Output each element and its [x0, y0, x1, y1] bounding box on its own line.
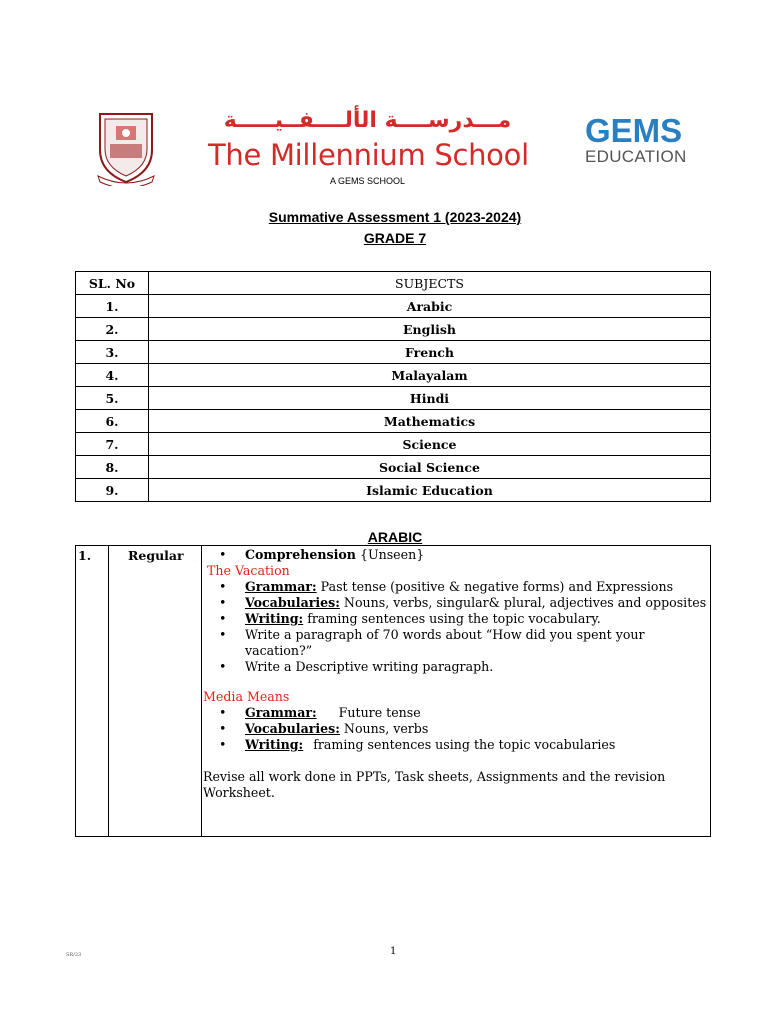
list-item: [245, 611, 707, 627]
grammar-text: Past tense (positive & negative forms) and Expressions: [316, 579, 674, 594]
grammar-text: Future tense: [338, 705, 421, 720]
row-subject: Mathematics: [149, 410, 711, 433]
comprehension-list: [203, 547, 707, 563]
subjects-table: [75, 271, 711, 502]
paragraph-task: Write a paragraph of 70 words about “How did you spent your vacation?”: [245, 627, 645, 658]
row-number: 1.: [76, 295, 149, 318]
row-number: 4.: [76, 364, 149, 387]
media-means-list: [203, 705, 707, 753]
school-name: The Millennium School: [208, 138, 529, 172]
arabic-syllabus-content: [203, 547, 707, 801]
writing-label: Writing:: [245, 737, 304, 752]
unit-title-media-means: Media Means: [203, 689, 290, 704]
list-item: [245, 627, 707, 659]
list-item: [245, 737, 707, 753]
table-header-row: [76, 272, 711, 295]
list-item: [245, 705, 707, 721]
row-subject: Science: [149, 433, 711, 456]
table-row: [76, 433, 711, 456]
list-item: [245, 579, 707, 595]
column-divider: [108, 545, 109, 837]
revision-note: Revise all work done in PPTs, Task sheets, Assignments and the revision Worksheet.: [203, 769, 666, 800]
row-subject: Arabic: [149, 295, 711, 318]
arabic-row-number: 1.: [78, 548, 92, 563]
row-number: 6.: [76, 410, 149, 433]
unit-title-vacation: The Vacation: [207, 563, 290, 578]
table-row: [76, 410, 711, 433]
grade-title: GRADE 7: [363, 230, 427, 246]
row-number: 9.: [76, 479, 149, 502]
footer-code: SR/23: [66, 952, 82, 958]
assessment-title: Summative Assessment 1 (2023-2024): [268, 209, 522, 225]
school-subtitle: A GEMS SCHOOL: [330, 176, 406, 186]
row-subject: Hindi: [149, 387, 711, 410]
grammar-label: Grammar:: [245, 579, 317, 594]
writing-text: framing sentences using the topic vocabularies: [313, 737, 616, 752]
arabic-section-title: ARABIC: [367, 529, 423, 545]
row-subject: Social Science: [149, 456, 711, 479]
list-item: [245, 721, 707, 737]
table-row: [76, 456, 711, 479]
list-item: [245, 659, 707, 675]
row-subject: English: [149, 318, 711, 341]
comprehension-label: Comprehension: [245, 547, 356, 562]
list-item: [245, 595, 707, 611]
table-row: [76, 295, 711, 318]
arabic-row-type: Regular: [128, 548, 184, 563]
row-subject: Malayalam: [149, 364, 711, 387]
gems-education-text: EDUCATION: [585, 147, 687, 166]
table-row: [76, 318, 711, 341]
comprehension-note: {Unseen}: [359, 547, 425, 562]
row-number: 2.: [76, 318, 149, 341]
header-sl-no: SL. No: [76, 272, 149, 295]
row-number: 5.: [76, 387, 149, 410]
vocabularies-label: Vocabularies:: [245, 721, 340, 736]
vacation-list: [203, 579, 707, 675]
row-number: 8.: [76, 456, 149, 479]
vocabularies-text: Nouns, verbs, singular& plural, adjectives and opposites: [339, 595, 707, 610]
grammar-label: Grammar:: [245, 705, 317, 720]
row-subject: Islamic Education: [149, 479, 711, 502]
writing-label: Writing:: [245, 611, 304, 626]
school-crest-logo: [94, 110, 158, 186]
table-row: [76, 387, 711, 410]
vocabularies-text: Nouns, verbs: [339, 721, 429, 736]
row-number: 7.: [76, 433, 149, 456]
descriptive-task: Write a Descriptive writing paragraph.: [245, 659, 494, 674]
table-row: [76, 341, 711, 364]
vocabularies-label: Vocabularies:: [245, 595, 340, 610]
writing-text: framing sentences using the topic vocabulary.: [303, 611, 601, 626]
row-number: 3.: [76, 341, 149, 364]
row-subject: French: [149, 341, 711, 364]
table-row: [76, 479, 711, 502]
table-row: [76, 364, 711, 387]
header-subjects: SUBJECTS: [149, 272, 711, 295]
list-item: [245, 547, 707, 563]
page-number: 1: [390, 946, 397, 957]
school-name-arabic: مـــدرســــة الألــــفــيـــــة: [223, 108, 512, 133]
column-divider: [201, 545, 202, 837]
gems-logo-text: GEMS: [585, 112, 683, 149]
